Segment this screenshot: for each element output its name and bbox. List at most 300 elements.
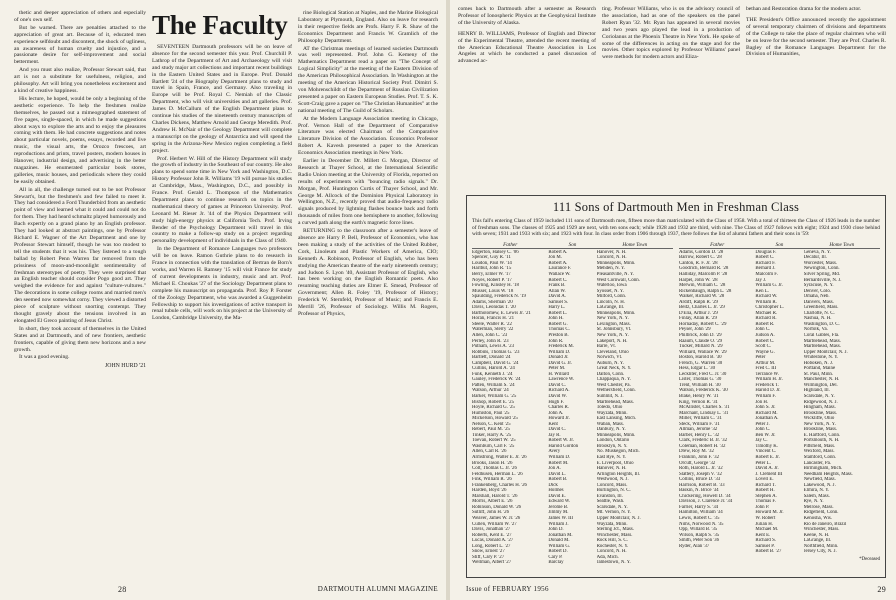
home-town-cell: Whitestone, N. Y.: [803, 355, 839, 361]
home-town-cell: Great Neck, N. Y.: [596, 366, 632, 372]
father-cell: Hornaday, Robert C. '29: [679, 321, 727, 327]
father-cell: Harpel, John W. '28: [679, 277, 718, 283]
home-town-cell: Lancaster, Pa.: [803, 460, 831, 466]
table-header: [679, 242, 880, 249]
father-cell: Coleman, Robert H. '32: [679, 443, 726, 449]
father-cell: Baskin, N. Brice '34: [679, 488, 719, 494]
father-cell: Hess, Edgar L. '30: [679, 366, 716, 372]
father-cell: Opp, Willard B. '35: [679, 527, 718, 533]
sons-table-left: [472, 242, 673, 566]
home-town-cell: Needham Heights, Mass.: [803, 471, 853, 477]
father-cell: Hamilton, William '34: [679, 510, 723, 516]
father-cell: Roberts, Kent E. '27: [472, 532, 512, 538]
home-town-cell: Wilmington, Del.: [803, 382, 838, 388]
son-cell: John C.: [755, 427, 771, 433]
son-cell: David C.: [548, 427, 567, 433]
son-cell: Charles R.: [548, 405, 570, 411]
father-cell: Smith, Peter Son '36: [679, 538, 720, 544]
son-cell: John P.: [755, 504, 770, 510]
son-cell: Frederick T.: [755, 382, 780, 388]
home-town-cell: Evanston, Ill.: [596, 493, 623, 499]
father-cell: Blake, Henry W. '31: [679, 394, 719, 399]
son-cell: Holmes: [548, 488, 564, 494]
son-cell: Peter: [755, 355, 766, 361]
father-cell: Campbell, David G. '24: [472, 360, 519, 366]
father-cell: French, G. Warren '30: [679, 360, 723, 366]
son-cell: Cary P.: [548, 554, 563, 560]
header-father: Father: [710, 241, 725, 248]
home-town-cell: Lincoln, N. H.: [596, 299, 625, 305]
son-cell: Robert B.: [548, 477, 568, 483]
son-cell: Julian H.: [755, 521, 774, 527]
paragraph: Earlier in December Dr. Millett G. Morgan, Director of Research at Thayer School, at the International Scientific Radio Union meeting at the University of Florida, reported on results of experiments with "bouncing radio signals." Dr. Morgan, Prof. Huntington Curtis of Thayer School, and Mr. George M. Allcock of the Dominion Physical Laboratory in Wellington, N.Z., recently proved that audio-frequency radio signals produced by lightning flashes bounce back and forth thousands of miles from one hemisphere to another, following a curved path along the earth's magnetic force lines.: [298, 158, 438, 227]
paragraph: RETURNING to the classroom after a semester's leave of absence are Harry P. Bell, Professor of Economics, who has been making a study of the activities of the United Rubber, Cork, Linoleum and Plastic Workers of America, CIO; Kenneth A. Robinson, Professor of English, who has been studying the American theatre of the early nineteenth century; and Judson S. Lyon '40, Assistant Professor of English, who has been working on the English Romantic poets. Also resuming teaching duties are Elmer E. Smead, Professor of Government; Allen R. Foley '19, Professor of History; Frederick W. Sternfeld, Professor of Music; and Francis E. Merrill '26, Professor of Sociology. Willis M. Rogers, Professor of Physics,: [298, 228, 438, 317]
home-town-cell: Rye, N. Y.: [803, 499, 824, 505]
home-town-cell: Wethersfield, Conn.: [596, 388, 636, 394]
son-cell: Robert R.: [755, 321, 775, 327]
father-cell: Marchant, Lindsay L. '31: [679, 410, 729, 416]
home-town-cell: Wickliffe, Ohio: [803, 416, 835, 422]
home-town-cell: Hingham, Mass.: [803, 405, 836, 411]
header-son: Son: [568, 241, 577, 248]
home-town-cell: Marblehead, Mass.: [803, 338, 841, 344]
son-cell: David G. Jr.: [548, 360, 573, 366]
home-town-cell: Waban, Mass.: [596, 421, 625, 427]
right-column-2: [602, 6, 740, 61]
son-cell: Wallace W.: [548, 271, 571, 277]
father-cell: Wellman, Albert '27: [472, 560, 512, 566]
father-cell: Farrier, Harry S. '34: [679, 504, 719, 510]
father-cell: Berry, Elmer W. '17: [472, 271, 511, 277]
son-cell: Robert M.: [548, 460, 569, 466]
father-cell: Davis, Leonidas T. '20: [472, 305, 516, 311]
son-cell: Ken L.: [755, 288, 769, 294]
son-cell: Richard T.: [755, 482, 776, 488]
son-cell: Douglas F.: [755, 249, 777, 255]
deceased-note: *Deceased: [859, 556, 880, 562]
home-town-cell: Syosset, N. Y.: [596, 288, 624, 294]
home-town-cell: Rock Hill, S. C.: [596, 538, 628, 544]
home-town-cell: Wayzata, Minn.: [596, 521, 628, 527]
home-town-cell: Pleasantville, N. Y.: [596, 271, 634, 277]
son-cell: Robert D.: [548, 549, 568, 555]
son-cell: Edward W.: [548, 499, 571, 505]
home-town-cell: Jamestown, N. Y.: [596, 560, 631, 566]
son-cell: David A. Jr.: [755, 466, 779, 472]
son-cell: Robert A.: [548, 249, 568, 255]
table-header: [472, 242, 673, 249]
paragraph: It was a good evening.: [19, 354, 70, 361]
son-cell: Robert L.: [548, 310, 568, 316]
son-cell: Stephen A.: [755, 493, 777, 499]
son-cell: Vincent C.: [755, 449, 777, 455]
son-cell: James W. III: [548, 516, 573, 522]
home-town-cell: New York, N. Y.: [596, 316, 629, 322]
paragraph: His lecture, he hoped, would be only a beginning of the aesthetic experience. To help the freshmen realize themselves, he passed out a mimeographed statement of five pages, single-spaced, in which he made suggestions about ways to explore the arts and to enjoy the pleasures coming with them. He had concrete suggestions and notes about particular novels, poems, essays, recorded and live music, the visual arts, the Orozco frescoes, art reproductions and prints, travel posters, modern houses in Hanover, industrial design, and advertising in the better magazines. He enumerated particular book stores, galleries, music houses, and periodicals where they could be easily obtained.: [14, 95, 146, 185]
home-town-cell: Barre, Vt.: [596, 344, 616, 350]
home-town-cell: New York, N. Y.: [596, 332, 629, 338]
column-2: [152, 10, 292, 570]
home-town-cell: Concord, Mass.: [596, 482, 628, 488]
father-cell: Hoyle, Richard G. '25: [472, 405, 515, 411]
home-town-cell: Washington, D. C.: [803, 321, 840, 327]
father-cell: Humiston, Paul '25: [472, 410, 510, 416]
author-signature: JOHN HURD '21: [105, 363, 146, 370]
home-town-cell: Upper Montclair, N. J.: [596, 516, 641, 522]
son-cell: Jerome B.: [548, 504, 569, 510]
home-town-cell: West Chester, Pa.: [596, 382, 631, 388]
father-cell: Lister, Thomas G. '30: [679, 377, 722, 383]
father-cell: Allen, John C. '23: [472, 332, 508, 338]
home-town-cell: Concord, N. H.: [596, 255, 627, 261]
paragraph: ting. Professor Williams, who is on the advisory council of the association, had as one of the speakers on the panel Robert Ryan '32. Mr. Ryan has appeared in several movies and two years ago played the lead in a production of Coriolanus at the Phoenix Theatre in New York. He spoke of some of the differences in acting on the stage and for the movies. Other topics explored by Professor Williams' panel were methods for modern actors and Eliza-: [602, 6, 740, 61]
father-cell: Canton, R. F. Jr. '28: [679, 260, 718, 266]
father-cell: Watson, Arthur '24: [472, 388, 509, 394]
father-cell: Orcutt, George '32: [679, 460, 716, 466]
father-cell: Washburn, Carl F. '25: [472, 443, 515, 449]
home-town-cell: Scarsdale, N. Y.: [596, 504, 628, 510]
home-town-cell: West Cornwall, Conn.: [596, 277, 640, 283]
paragraph: In the Department of Romance Languages two professors will be on leave. Ramon Guthrie plans to do research in France in connection with the translation of Bertran de Born's works, and Warren H. Ramsey '15 will visit France for study of current developments in industry, music and art. Prof. Michael E. Choukas '27 of the Sociology Department plans to complete his manuscript on propaganda. Prof. Roy P. Forster of the Zoology Department, who was awarded a Guggenheim Fellowship to support his investigations of active transport in renal tubule cells, will work on his project at the University of London, Cambridge University, the Ma-: [152, 246, 292, 322]
home-town-cell: Manchester, N. H.: [803, 377, 840, 383]
paragraph: SEVENTEEN Dartmouth professors will be on leave of absence for the second semester this year. Prof. Churchill P. Lathrop of the Department of Art and Archaeology will visit and study major art collections and important recent buildings in the Eastern United States and in Europe. Prof. Donald Bartlett '24 of the Biography Department plans to study and travel in Spain, France, and Germany. Also traveling in Europe will be Prof. Royal C. Nemiah of the Classic Department, who will visit universities and art galleries. Prof. James D. McCallum of the English Department plans to continue his studies of the nineteenth century manuscripts of Charles Dickens, Matthew Arnold and George Meredith. Prof. Andrew H. McNair of the Geology Department will complete a manuscript on the geology of Antarctica and will spend the spring in the Arizona-New Mexico region completing a field project.: [152, 44, 292, 154]
son-cell: Richard A.: [548, 388, 570, 394]
father-cell: Tucker, Millard N. '29: [679, 344, 723, 350]
father-cell: Waterman, Sterry '22: [472, 327, 514, 333]
father-cell: Ryder, Alan '37: [679, 543, 710, 549]
home-town-cell: Charlotte, N. C.: [803, 310, 835, 316]
home-town-cell: Chappaqua, N. Y.: [596, 377, 631, 383]
home-town-cell: E. Hartford, Conn.: [803, 432, 841, 438]
home-town-cell: Ridgefield, Conn.: [803, 510, 839, 516]
home-town-cell: Brookline, Mass.: [803, 410, 838, 416]
magazine-name: DARTMOUTH ALUMNI MAGAZINE: [317, 585, 438, 593]
son-cell: Robert E. Jr.: [755, 455, 780, 461]
father-cell: Gauley, Frederick W. '24: [472, 377, 521, 383]
paragraph: thetic and deeper appreciation of others and especially of one's own self.: [14, 10, 146, 23]
father-cell: Clark, Frederic B. Jr. '32: [679, 438, 728, 444]
father-cell: Walker, Richard W. '28: [679, 294, 725, 300]
son-cell: Peter L.: [755, 460, 771, 466]
home-town-cell: Wayzata, Minn.: [596, 410, 628, 416]
home-town-cell: Danvers, Mass.: [803, 299, 834, 305]
home-town-cell: Toledo, Ohio: [596, 405, 623, 411]
son-cell: John A.: [548, 410, 564, 416]
father-cell: Barber, Henry L. '32: [679, 432, 720, 438]
son-cell: Donald M.: [548, 538, 570, 544]
home-town-cell: No. Muskegon, Mich.: [596, 449, 640, 455]
paragraph: Prof. Herbert W. Hill of the History Department will study the growth of industry in the Southeast of our country. He also plans to spend some time in New York and Washington, D.C. History Professor John R. Williams '19 will pursue his studies at Cambridge, Mass., Washington, D.C., and possibly in France. Prof. Gerald L. Thompson of the Mathematics Department plans to continue research on topics in the mathematical theory of games at Princeton University. Prof. Leonard M. Rieser Jr. '44 of the Physics Department will study high-energy physics at California Tech. Prof. Irving Bender of the Psychology Department will travel in this country to make a follow-up study on a project regarding personality development of individuals in the Class of 1940.: [152, 155, 292, 245]
father-cell: Halliday, Malcolm P. '28: [679, 271, 728, 277]
home-town-cell: London, Ontario: [596, 438, 630, 444]
son-cell: Michael M.: [755, 527, 779, 533]
father-cell: Goodrich, Bernard R. '28: [679, 266, 729, 272]
father-cell: Horan, Francis H. '21: [472, 316, 515, 322]
son-cell: Judson A.: [755, 332, 775, 338]
home-town-cell: Minneapolis, Minn.: [596, 260, 636, 266]
header-father: Father: [503, 241, 518, 248]
home-town-cell: Newington, Conn.: [803, 266, 840, 272]
father-cell: Lucas, Donald A. '27: [472, 538, 514, 544]
paragraph: bethan and Restoration drama for the modern actor.: [746, 6, 862, 12]
son-cell: Harold D. Jr.: [755, 388, 781, 394]
son-cell: Donald Jr.: [548, 355, 569, 361]
paragraph: And you must also realize, Professor Stewart said, that art is not a substitute for usefulness, religion, and philosophy. Art will bring you nonetheless excitement and a kind of creative happiness.: [14, 67, 146, 94]
home-town-cell: Keene, N. H.: [803, 532, 830, 538]
father-cell: Nims, Norwood N. '35: [679, 521, 724, 527]
home-town-cell: Decatur, Ill.: [803, 255, 827, 261]
home-town-cell: Greenfield, Mass.: [803, 305, 839, 311]
son-cell: John R.: [548, 338, 564, 344]
home-town-cell: Upper Montclair, N. J.: [803, 349, 848, 355]
father-cell: Allen, Carl R. '26: [472, 449, 507, 455]
father-cell: Feldhusen, Herman L. '26: [472, 471, 523, 477]
son-cell: David L.: [548, 471, 566, 477]
son-cell: Robert C.: [755, 255, 775, 261]
father-cell: Barker, William G. '25: [472, 394, 517, 399]
father-cell: Robbins, Thomas G. '23: [472, 349, 520, 355]
son-cell: Richard F.: [755, 260, 776, 266]
paragraph: comes back to Dartmouth after a semester as Research Professor of Ionospheric Physics at the Geophysical Institute of the University of Alaska.: [458, 6, 596, 26]
home-town-cell: Lexington, Mass.: [596, 321, 631, 327]
father-cell: Funk, Kenneth J. '24: [472, 371, 513, 377]
father-cell: Cullen, William W. '27: [472, 521, 517, 527]
paragraph: In short, they took account of themselves in the United States and at Dartmouth, and of new frontiers, aesthetic frontiers, capable of giving them new horizons and a new growth.: [14, 325, 146, 353]
son-cell: Michael R.: [755, 310, 778, 316]
father-cell: Marshall, Harold T. '26: [472, 493, 518, 499]
page-number: 28: [118, 585, 127, 594]
father-cell: Allman, Jerome '32: [679, 427, 718, 433]
son-cell: Jon H.: [755, 399, 769, 405]
home-town-cell: Burlington, N. C.: [596, 488, 631, 494]
right-column-1: [458, 6, 596, 65]
father-cell: Morris, Albert E. '26: [472, 499, 513, 505]
father-cell: Wilson, Ralph S. '35: [679, 532, 720, 538]
son-cell: Bernard J.: [755, 266, 776, 272]
son-cell: Frank B.: [548, 283, 566, 289]
father-cell: Davison, J. Clarence Jr. '34: [679, 499, 733, 505]
father-cell: Fink, William R. '26: [472, 477, 512, 483]
father-cell: Harlbut, John R. '15: [472, 266, 512, 272]
father-cell: Adams, Gordon D. '28: [679, 249, 724, 255]
son-cell: Richard S.: [755, 538, 777, 544]
home-town-cell: Geneva, N. Y.: [803, 249, 831, 255]
son-cell: William D.: [548, 455, 571, 461]
header-son: Son: [775, 241, 784, 248]
father-cell: Nelson, C. Kent '25: [472, 421, 511, 427]
home-town-cell: Winchester, Mass.: [803, 527, 840, 533]
father-cell: Cullins, Harold A. '24: [472, 366, 515, 372]
son-cell: Thomas F.: [755, 499, 776, 505]
sons-table-box: [466, 195, 886, 578]
home-town-cell: Lakewood, N. J.: [803, 482, 836, 488]
son-cell: Robert H.: [755, 488, 775, 494]
son-cell: Barclay: [548, 560, 564, 566]
home-town-cell: Salem, Mass.: [803, 493, 830, 499]
home-town-cell: Hanover, N. H.: [596, 249, 627, 255]
home-town-cell: Melrose, Mass.: [803, 504, 834, 510]
father-cell: Patten, William S. '24: [472, 382, 515, 388]
father-cell: Brooks, Jason H. '26: [472, 460, 513, 466]
son-cell: Scott C.: [755, 344, 772, 350]
son-cell: Robert W. Jr.: [548, 438, 574, 444]
son-cell: Harold Gordon: [548, 443, 579, 449]
father-cell: Mickelson, Howard '25: [472, 416, 518, 422]
home-town-cell: Jersey City, N. J.: [803, 549, 837, 555]
father-cell: Tinker, Harry A. '25: [472, 432, 512, 438]
home-town-cell: LaGrange, Ill.: [596, 305, 625, 311]
father-cell: Toevan, Robert W. '25: [472, 438, 516, 444]
home-town-cell: East Rye, N. Y.: [596, 455, 627, 461]
father-cell: Noyes, Robert P. '17: [472, 277, 512, 283]
son-cell: J. Clement III: [755, 471, 783, 477]
son-cell: Peter M.: [548, 366, 566, 372]
home-town-cell: Northfield, Minn.: [803, 543, 839, 549]
header-home-town: Home Town: [622, 241, 648, 248]
father-cell: Rebert, Paul M. '25: [472, 427, 510, 433]
son-cell: Howard M. Jr.: [755, 510, 784, 516]
father-cell: Edgerton, Halsey C. '06: [472, 249, 519, 255]
son-cell: Arthur M.: [755, 360, 776, 366]
father-cell: Rickenbaugh, Ralph L. '28: [679, 288, 732, 294]
home-town-cell: Waterloo, Iowa: [596, 283, 627, 289]
son-cell: Richard M.: [755, 410, 778, 416]
home-town-cell: East Lansing, Mich.: [596, 416, 636, 422]
son-cell: Preston B.: [548, 332, 569, 338]
son-cell: W. Robert: [755, 516, 776, 522]
son-cell: Robert C.: [755, 338, 775, 344]
home-town-cell: Seattle, Wash.: [596, 499, 625, 505]
home-town-cell: St. Paul, Minn.: [803, 371, 834, 377]
home-town-cell: Norfolk, Va.: [803, 327, 828, 333]
father-cell: Musser, Louis W. '18: [472, 288, 514, 294]
page-footer-right: [466, 585, 886, 594]
father-cell: Spaulding, Frederick N. '19: [472, 294, 526, 300]
son-cell: David A.: [548, 294, 567, 300]
father-cell: Bartlett, Donald '24: [472, 355, 511, 361]
home-town-cell: Westwood, N. J.: [596, 477, 629, 483]
home-town-cell: Milford, Conn.: [596, 294, 627, 300]
paragraph: But be warned. There are penalties attached to the appreciation of great art. Because of it, educated men experience selfdoubt and discontent, the shock of ugliness, an awareness of human cruelty and injustice, and a passionate desire for self-improvement and social betterment.: [14, 24, 146, 66]
home-town-cell: Ridgewood, N. J.: [803, 399, 838, 405]
father-cell: Beitz, Charles L. Jr. '29: [679, 305, 725, 311]
son-cell: Fred C. III: [755, 366, 777, 372]
header-home-town: Home Town: [829, 241, 855, 248]
sons-table-right: [679, 242, 880, 566]
paragraph: AT the Christmas meetings of learned societies Dartmouth was well represented. Prof. John G. Kemeny of the Mathematics Department read a paper on "The Concept of Logical Simplicity" at the meeting of the Eastern Division of the American Philosophical Association. In Washington at the meeting of the American Historical Society Prof. Dimitri S. von Mohrenschildt of the Department of Russian Civilization presented a paper on Eastern European Studies. Prof. T. S. K. Scott-Craig gave a paper on "The Christian Humanities" at the national meeting of The Guild of Scholars.: [298, 45, 438, 114]
father-cell: Raaum, Claude O. '29: [679, 338, 723, 344]
home-town-cell: Portland, Maine: [803, 366, 836, 372]
home-town-cell: Danbury, N. Y.: [596, 427, 626, 433]
son-cell: John S. Jr.: [755, 405, 776, 411]
home-town-cell: Summit, N. J.: [596, 394, 624, 399]
son-cell: Jon A.: [548, 466, 561, 472]
home-town-cell: Pittsfield, Mass.: [803, 443, 836, 449]
father-cell: Franklin, John F. '32: [679, 455, 720, 461]
home-town-cell: St. Johnsbury, Vt.: [596, 327, 632, 333]
son-cell: Robert B. '27: [755, 549, 782, 555]
paragraph: HENRY B. WILLIAMS, Professor of English and Director of the Experimental Theatre, attended the recent meeting of the American Educational Theatre Association in Los Angeles at which he conducted a panel discussion of advanced ac-: [458, 30, 596, 65]
father-cell: Merwin, William C. '28: [679, 283, 726, 289]
son-cell: William R.: [755, 299, 777, 305]
home-town-cell: Lakeport, N. H.: [596, 338, 628, 344]
son-cell: Howard Jr.: [548, 416, 570, 422]
home-town-cell: Newfield, Mass.: [803, 477, 836, 483]
son-cell: William J.: [548, 521, 569, 527]
home-town-cell: Silver Spring, Md.: [803, 271, 841, 277]
son-cell: Malcolm F.: [755, 271, 778, 277]
father-cell: Slattery, Joseph V. '32: [679, 471, 722, 477]
son-cell: Harry L.: [548, 305, 566, 311]
son-cell: H. Willard: [548, 371, 570, 377]
right-column-3: [746, 6, 886, 58]
home-town-cell: Elmira, N. Y.: [803, 488, 830, 494]
father-cell: Drew, Roy M. '32: [679, 449, 714, 455]
page-number: 29: [877, 585, 886, 594]
son-cell: Terrance W.: [755, 371, 779, 377]
son-cell: Robert G.: [548, 321, 568, 327]
son-cell: Avery: [548, 449, 561, 455]
home-town-cell: Highland, Ill.: [803, 388, 830, 394]
father-cell: Ardiff, Ralph R. '29: [679, 299, 718, 305]
home-town-cell: Auburn, N. Y.: [596, 360, 624, 366]
home-town-cell: Sterling Jct., Mass.: [596, 527, 634, 533]
column-1: [14, 10, 146, 570]
paragraph: At the Modern Language Association meeting in Chicago, Prof. Vernon Hall of the Department of Comparative Literature was elected Chairman of the Comparative Literature Division of the Association. Economics Professor Robert A. Kavesh presented a paper to the American Economics Association meetings in New York.: [298, 115, 438, 157]
left-page: [0, 0, 446, 600]
father-cell: Putnam, Lewis A. '23: [472, 344, 515, 350]
home-town-cell: Denver, Colo.: [803, 288, 831, 294]
home-town-cell: Marblehead, Mass.: [596, 399, 634, 405]
son-cell: Richard R.: [755, 316, 777, 322]
father-cell: Steele, Walter R. '22: [472, 321, 512, 327]
father-cell: Leckliter, Fred C. Jr. '30: [679, 371, 727, 377]
son-cell: William F.: [755, 394, 776, 399]
father-cell: Steck, William F. '31: [679, 421, 720, 427]
father-cell: Stiff, Cary P. '27: [472, 554, 505, 560]
son-cell: Christopher L.: [755, 305, 784, 311]
son-cell: David E.: [548, 493, 566, 499]
son-cell: Dick: [548, 482, 558, 488]
son-cell: Jay C.: [755, 438, 768, 444]
father-cell: Fowling, Kinsley H. '18: [472, 283, 519, 289]
father-cell: Robinson, Donald W. '26: [472, 504, 522, 510]
home-town-cell: Kenosha, Wis.: [803, 516, 832, 522]
father-cell: Boston, Harold B. '30: [679, 355, 722, 361]
son-cell: Allan W.: [548, 288, 566, 294]
son-cell: Peter J.: [755, 421, 770, 427]
home-town-cell: Dalton, Conn.: [596, 371, 625, 377]
son-cell: Jon M.: [548, 255, 562, 261]
column-3: [298, 10, 438, 570]
son-cell: Lawrence W.: [548, 377, 575, 383]
father-cell: Perley, John R. '23: [472, 338, 509, 344]
son-cell: Robert A.: [548, 260, 568, 266]
home-town-cell: Portsmouth, N. H.: [803, 438, 840, 444]
father-cell: Bishop, Robert E. '25: [472, 399, 515, 405]
home-town-cell: Marblehead, Mass.: [803, 344, 841, 350]
son-cell: Jonathan M.: [548, 532, 573, 538]
son-cell: William D.: [548, 349, 571, 355]
home-town-cell: Arlington Heights, Ill.: [596, 471, 641, 477]
home-town-cell: E. Liverpool, Ohio: [596, 460, 634, 466]
home-town-cell: Coral Gables, Fla.: [803, 332, 840, 338]
father-cell: Adams, Sherman '20: [472, 299, 513, 305]
home-town-cell: Syracuse, N. Y.: [803, 283, 834, 289]
son-cell: Wayne G.: [755, 349, 775, 355]
father-cell: Spencer, Guy R. '11: [472, 255, 511, 261]
father-cell: D'Elia, Arthur J. '29: [679, 310, 718, 316]
